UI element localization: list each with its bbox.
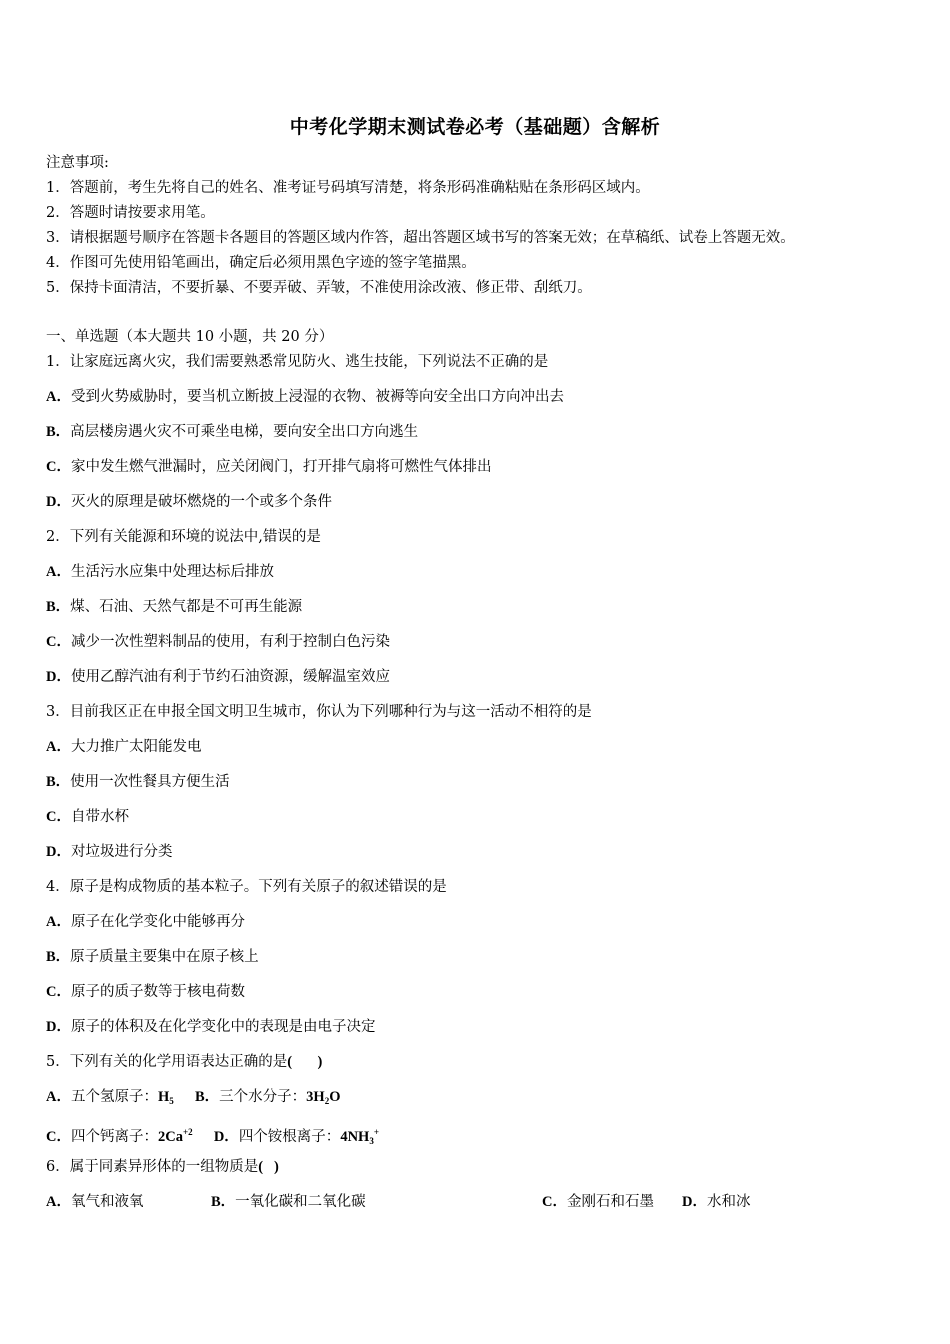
question-2-option-b bbox=[46, 597, 302, 617]
option-label: D． bbox=[46, 844, 71, 860]
option-text: 自带水杯 bbox=[70, 809, 129, 825]
formula-2ca: $2Ca^{+2}$ bbox=[157, 1127, 193, 1145]
formula-4nh3: $4NH_3^+$ bbox=[340, 1127, 379, 1146]
option-text: 四个钙离子： bbox=[70, 1129, 158, 1145]
answer-parentheses: ( ) bbox=[258, 1159, 279, 1175]
question-3-stem: 3．目前我区正在申报全国文明卫生城市，你认为下列哪种行为与这一活动不相符的是 bbox=[46, 704, 592, 720]
question-1-option-a bbox=[46, 387, 564, 407]
option-text: 一氧化碳和二氧化碳 bbox=[235, 1194, 366, 1210]
option-label: B． bbox=[46, 424, 71, 440]
option-text: 原子质量主要集中在原子核上 bbox=[70, 949, 259, 965]
option-text: 减少一次性塑料制品的使用，有利于控制白色污染 bbox=[70, 634, 390, 650]
notice-item-3: 3．请根据题号顺序在答题卡各题目的答题区域内作答，超出答题区域书写的答案无效；在草稿纸、试卷上答题无效。 bbox=[46, 230, 795, 246]
notice-heading: 注意事项: bbox=[46, 155, 109, 171]
option-text: 原子的质子数等于核电荷数 bbox=[70, 984, 245, 1000]
option-text: 金刚石和石墨 bbox=[566, 1194, 654, 1210]
question-5-options-cd bbox=[46, 1122, 379, 1151]
question-1-option-b bbox=[46, 422, 418, 442]
option-text: 对垃圾进行分类 bbox=[70, 844, 173, 860]
option-text: 水和冰 bbox=[706, 1194, 751, 1210]
question-4-option-d bbox=[46, 1017, 375, 1037]
question-6-option-a bbox=[46, 1192, 143, 1212]
section-heading: 一、单选题（本大题共 10 小题，共 20 分） bbox=[46, 329, 334, 345]
stem-text: 5．下列有关的化学用语表达正确的是 bbox=[46, 1054, 288, 1070]
question-1-option-d bbox=[46, 492, 332, 512]
question-6-option-b bbox=[211, 1192, 366, 1212]
notice-item-5: 5．保持卡面清洁，不要折暴、不要弄破、弄皱，不准使用涂改液、修正带、刮纸刀。 bbox=[46, 280, 592, 296]
option-label: B． bbox=[211, 1194, 236, 1210]
option-text: 四个铵根离子： bbox=[238, 1129, 341, 1145]
option-label: B． bbox=[46, 774, 71, 790]
option-label: B． bbox=[194, 1089, 220, 1105]
question-6-option-d bbox=[682, 1192, 750, 1212]
question-2-stem: 2．下列有关能源和环境的说法中,错误的是 bbox=[46, 529, 321, 545]
option-label: A． bbox=[46, 564, 71, 580]
question-4-option-b bbox=[46, 947, 259, 967]
question-4-stem: 4．原子是构成物质的基本粒子。下列有关原子的叙述错误的是 bbox=[46, 879, 447, 895]
question-2-option-a bbox=[46, 562, 274, 582]
question-4-option-a bbox=[46, 912, 245, 932]
option-text: 五个氢原子： bbox=[70, 1089, 158, 1105]
option-label: A． bbox=[46, 1194, 71, 1210]
option-text: 氧气和液氧 bbox=[70, 1194, 144, 1210]
option-label: D． bbox=[46, 669, 71, 685]
option-label: B． bbox=[46, 599, 71, 615]
question-3-option-c bbox=[46, 807, 129, 827]
question-4-option-c bbox=[46, 982, 245, 1002]
option-label: C． bbox=[542, 1194, 567, 1210]
option-label: B． bbox=[46, 949, 71, 965]
question-5-options-ab bbox=[46, 1087, 340, 1111]
question-3-option-d bbox=[46, 842, 172, 862]
option-text: 家中发生燃气泄漏时，应关闭阀门，打开排气扇将可燃性气体排出 bbox=[70, 459, 492, 475]
option-text: 使用一次性餐具方便生活 bbox=[70, 774, 230, 790]
option-text: 三个水分子： bbox=[219, 1089, 307, 1105]
option-text: 煤、石油、天然气都是不可再生能源 bbox=[70, 599, 303, 615]
question-6-option-c bbox=[542, 1192, 654, 1212]
page-title: 中考化学期末测试卷必考（基础题）含解析 bbox=[289, 116, 661, 138]
option-label: D． bbox=[46, 494, 71, 510]
answer-parentheses: ( ) bbox=[287, 1054, 323, 1070]
question-3-option-a bbox=[46, 737, 201, 757]
question-1-stem: 1．让家庭远离火灾，我们需要熟悉常见防火、逃生技能，下列说法不正确的是 bbox=[46, 354, 549, 370]
option-text: 受到火势威胁时，要当机立断披上浸湿的衣物、被褥等向安全出口方向冲出去 bbox=[70, 389, 564, 405]
option-label: D． bbox=[682, 1194, 707, 1210]
question-2-option-c bbox=[46, 632, 390, 652]
option-label: C． bbox=[46, 1129, 71, 1145]
option-label: D． bbox=[46, 1019, 71, 1035]
option-label: A． bbox=[46, 1089, 71, 1105]
notice-item-2: 2．答题时请按要求用笔。 bbox=[46, 205, 215, 221]
option-text: 高层楼房遇火灾不可乘坐电梯，要向安全出口方向逃生 bbox=[70, 424, 419, 440]
option-text: 灭火的原理是破坏燃烧的一个或多个条件 bbox=[70, 494, 332, 510]
formula-h5: $H_5$ bbox=[157, 1089, 174, 1106]
question-2-option-d bbox=[46, 667, 390, 687]
notice-item-4: 4．作图可先使用铅笔画出，确定后必须用黑色字迹的签字笔描黑。 bbox=[46, 255, 476, 271]
option-text: 原子在化学变化中能够再分 bbox=[70, 914, 245, 930]
option-label: A． bbox=[46, 914, 71, 930]
notice-item-1: 1．答题前，考生先将自己的姓名、准考证号码填写清楚，将条形码准确粘贴在条形码区域内。 bbox=[46, 180, 650, 196]
option-text: 使用乙醇汽油有利于节约石油资源，缓解温室效应 bbox=[70, 669, 390, 685]
option-label: A． bbox=[46, 389, 71, 405]
stem-text: 6．属于同素异形体的一组物质是 bbox=[46, 1159, 259, 1175]
option-label: C． bbox=[46, 634, 71, 650]
question-1-option-c bbox=[46, 457, 491, 477]
question-3-option-b bbox=[46, 772, 230, 792]
option-label: C． bbox=[46, 984, 71, 1000]
formula-3h2o: $3H_2O$ bbox=[306, 1089, 341, 1106]
option-label: C． bbox=[46, 809, 71, 825]
question-6-stem bbox=[46, 1157, 279, 1177]
option-label: D． bbox=[213, 1129, 239, 1145]
option-text: 原子的体积及在化学变化中的表现是由电子决定 bbox=[70, 1019, 376, 1035]
question-5-stem bbox=[46, 1052, 322, 1072]
option-label: C． bbox=[46, 459, 71, 475]
option-text: 生活污水应集中处理达标后排放 bbox=[70, 564, 274, 580]
option-text: 大力推广太阳能发电 bbox=[70, 739, 202, 755]
option-label: A． bbox=[46, 739, 71, 755]
